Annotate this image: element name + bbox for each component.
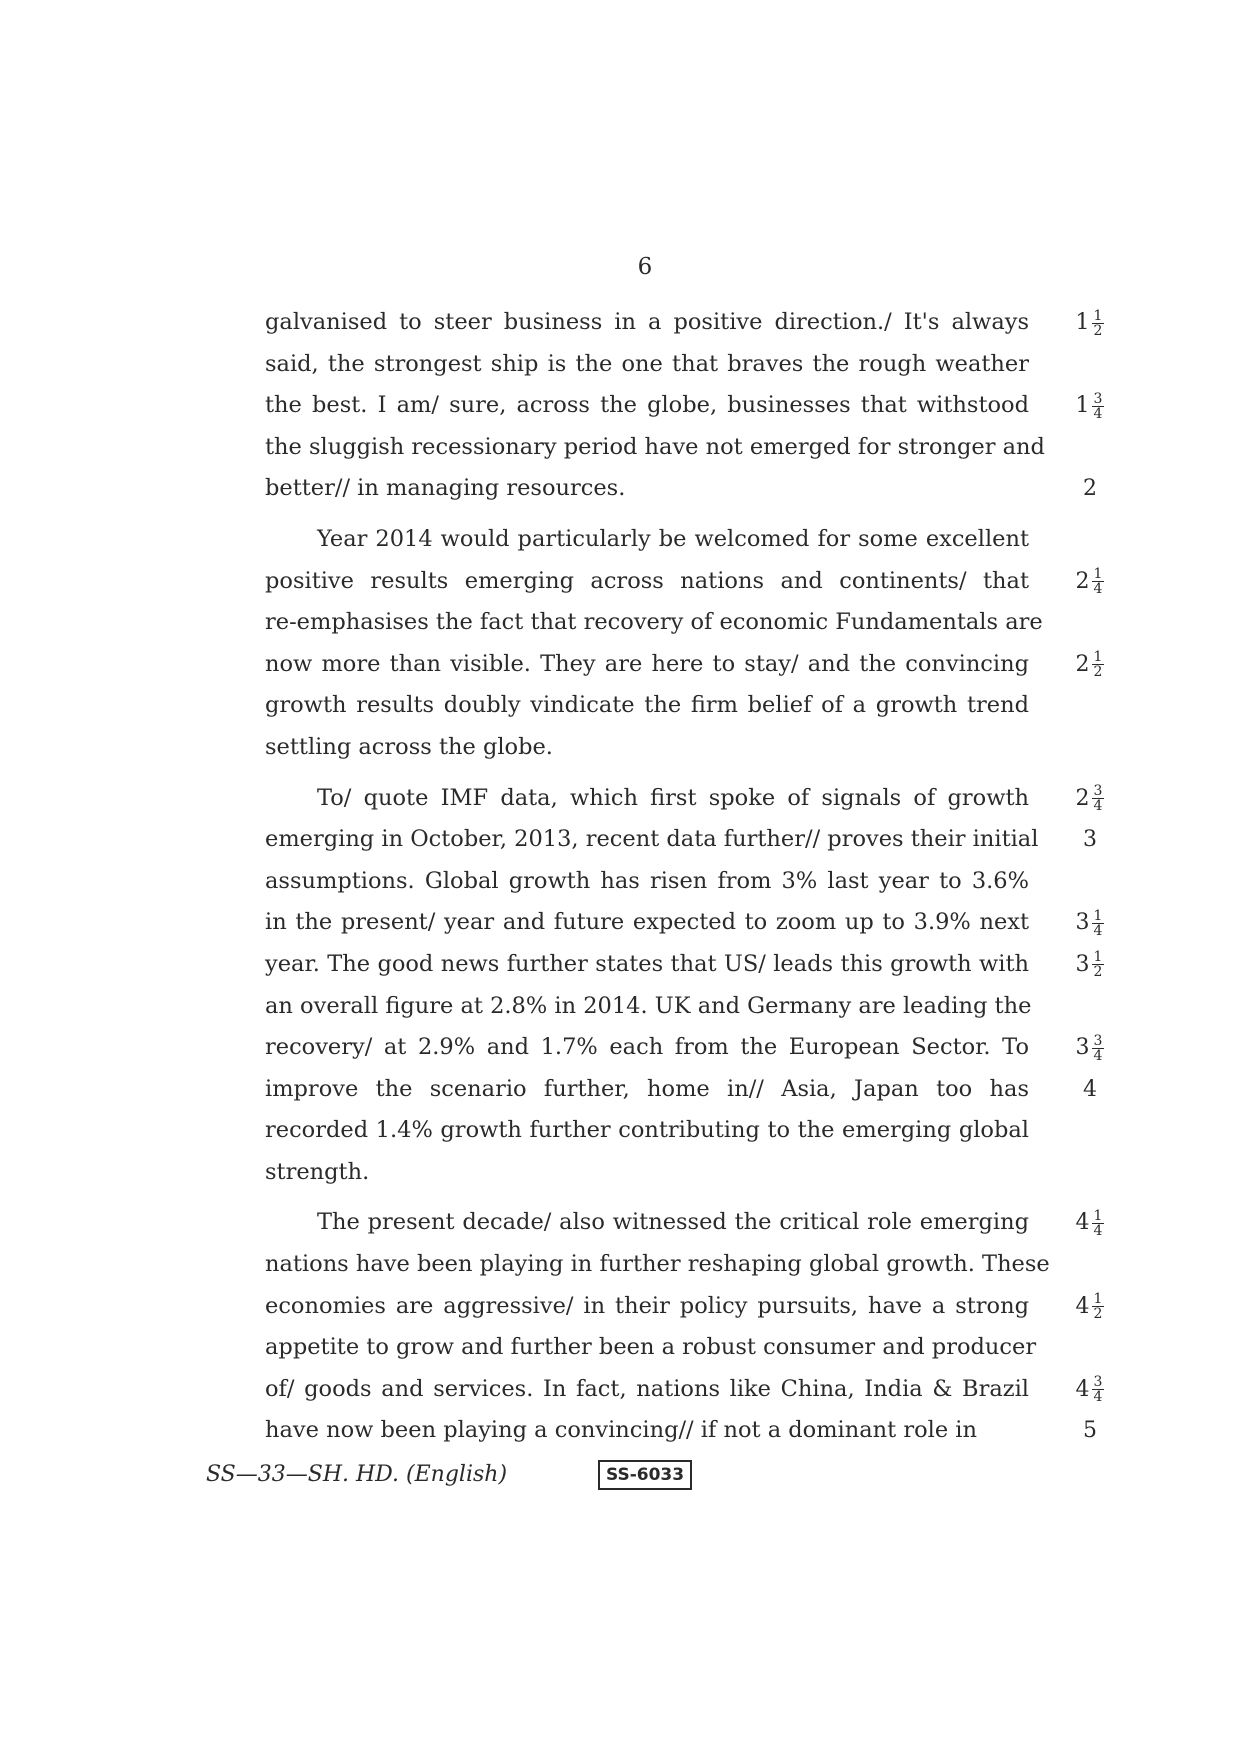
text-line	[0, 302, 1240, 344]
marker-whole: 4	[1075, 1376, 1090, 1402]
line-text: said, the strongest ship is the one that braves the rough weather	[265, 350, 1029, 377]
paragraph	[0, 1202, 1240, 1452]
line-text: The present decade/ also witnessed the critical role emerging	[317, 1209, 1029, 1236]
line-text: nations have been playing in further reshaping global growth. These	[265, 1251, 1050, 1278]
word-count-marker	[1045, 1286, 1135, 1328]
line-text: an overall figure at 2.8% in 2014. UK and Germany are leading the	[265, 992, 1032, 1019]
fraction-numerator: 3	[1093, 390, 1103, 407]
fraction-numerator: 3	[1093, 1374, 1103, 1391]
text-line	[0, 944, 1240, 986]
word-count-marker	[1045, 944, 1135, 986]
word-count-marker	[1045, 468, 1135, 510]
line-text: positive results emerging across nations and continents/ that	[265, 567, 1029, 594]
text-line	[0, 602, 1240, 644]
marker-whole: 2	[1075, 785, 1090, 811]
marker-whole: 2	[1083, 476, 1097, 502]
fraction-numerator: 3	[1093, 1032, 1103, 1049]
text-line	[0, 1110, 1240, 1152]
marker-whole: 1	[1075, 310, 1090, 335]
word-count-marker	[1045, 1027, 1135, 1069]
line-text: the sluggish recessionary period have not emerged for stronger and	[265, 433, 1045, 460]
footer-paper-code-box: SS-6033	[598, 1460, 692, 1490]
line-text: strength.	[265, 1158, 370, 1185]
fraction-numerator: 1	[1093, 566, 1103, 583]
body-text	[0, 302, 1240, 1461]
line-text: assumptions. Global growth has risen from 3% last year to 3.6%	[265, 867, 1029, 894]
marker-fraction	[1092, 950, 1105, 979]
line-text: emerging in October, 2013, recent data further// proves their initial	[265, 826, 1039, 853]
fraction-numerator: 1	[1093, 307, 1103, 324]
fraction-denominator: 4	[1093, 405, 1103, 422]
marker-whole: 1	[1075, 393, 1090, 419]
line-text: of/ goods and services. In fact, nations like China, India & Brazil	[265, 1375, 1029, 1402]
marker-whole: 2	[1075, 568, 1090, 594]
line-text: have now been playing a convincing// if not a dominant role in	[265, 1417, 977, 1444]
fraction-denominator: 4	[1093, 922, 1103, 939]
word-count-marker	[1045, 778, 1135, 820]
word-count-marker	[1045, 561, 1135, 603]
fraction-numerator: 1	[1093, 907, 1103, 924]
marker-whole: 4	[1075, 1210, 1090, 1236]
word-count-marker	[1045, 902, 1135, 944]
line-text: in the present/ year and future expected to zoom up to 3.9% next	[265, 909, 1029, 936]
marker-fraction	[1092, 784, 1105, 813]
text-line	[0, 1286, 1240, 1328]
fraction-denominator: 2	[1093, 964, 1103, 981]
line-text: Year 2014 would particularly be welcomed for some excellent	[317, 525, 1029, 552]
fraction-denominator: 4	[1093, 1389, 1103, 1406]
fraction-denominator: 4	[1093, 581, 1103, 598]
line-text: growth results doubly vindicate the firm belief of a growth trend	[265, 692, 1029, 719]
word-count-marker	[1045, 1069, 1135, 1111]
marker-whole: 3	[1075, 1035, 1090, 1061]
text-line	[0, 468, 1240, 510]
marker-whole: 3	[1075, 910, 1090, 936]
text-line	[0, 861, 1240, 903]
fraction-numerator: 1	[1093, 1291, 1103, 1308]
marker-fraction	[1092, 650, 1105, 679]
marker-fraction	[1092, 909, 1105, 938]
word-count-marker	[1045, 385, 1135, 427]
fraction-numerator: 1	[1093, 649, 1103, 666]
footer-exam-code: SS—33—SH. HD. (English)	[206, 1462, 508, 1487]
line-text: better// in managing resources.	[265, 475, 626, 502]
text-line	[0, 1069, 1240, 1111]
line-text: improve the scenario further, home in// Asia, Japan too has	[265, 1075, 1029, 1102]
text-line	[0, 778, 1240, 820]
fraction-numerator: 1	[1093, 949, 1103, 966]
fraction-denominator: 4	[1093, 1222, 1103, 1239]
fraction-denominator: 2	[1093, 1306, 1103, 1323]
text-line	[0, 344, 1240, 386]
paragraph	[0, 302, 1240, 510]
paragraph	[0, 778, 1240, 1194]
text-line	[0, 1327, 1240, 1369]
line-text: now more than visible. They are here to stay/ and the convincing	[265, 650, 1029, 677]
text-line	[0, 561, 1240, 603]
marker-whole: 4	[1075, 1293, 1090, 1319]
word-count-marker	[1045, 644, 1135, 686]
marker-whole: 3	[1075, 951, 1090, 977]
marker-whole: 3	[1083, 827, 1097, 853]
text-line	[0, 1027, 1240, 1069]
text-line	[0, 1152, 1240, 1194]
line-text: To/ quote IMF data, which first spoke of signals of growth	[317, 784, 1029, 811]
marker-fraction	[1092, 567, 1105, 596]
text-line	[0, 519, 1240, 561]
text-line	[0, 727, 1240, 769]
fraction-numerator: 3	[1093, 783, 1103, 800]
word-count-marker	[1045, 1369, 1135, 1411]
text-line	[0, 1244, 1240, 1286]
text-line	[0, 385, 1240, 427]
marker-fraction	[1092, 1375, 1105, 1404]
marker-fraction	[1092, 392, 1105, 421]
text-line	[0, 986, 1240, 1028]
fraction-denominator: 2	[1093, 322, 1103, 339]
word-count-marker	[1045, 819, 1135, 861]
line-text: recorded 1.4% growth further contributing to the emerging global	[265, 1117, 1029, 1144]
marker-fraction	[1092, 1034, 1105, 1063]
line-text: year. The good news further states that US/ leads this growth with	[265, 950, 1029, 977]
text-line	[0, 1202, 1240, 1244]
fraction-numerator: 1	[1093, 1207, 1103, 1224]
page-number: 6	[637, 254, 653, 280]
line-text: economies are aggressive/ in their policy pursuits, have a strong	[265, 1292, 1029, 1319]
text-line	[0, 644, 1240, 686]
marker-whole: 5	[1083, 1418, 1097, 1444]
word-count-marker	[1045, 1202, 1135, 1244]
line-text: recovery/ at 2.9% and 1.7% each from the European Sector. To	[265, 1034, 1029, 1061]
word-count-marker	[1045, 1410, 1135, 1452]
line-text: settling across the globe.	[265, 733, 553, 760]
line-text: the best. I am/ sure, across the globe, businesses that withstood	[265, 392, 1029, 419]
marker-whole: 2	[1075, 651, 1090, 677]
marker-whole: 4	[1083, 1076, 1097, 1102]
text-line	[0, 902, 1240, 944]
marker-fraction	[1092, 1209, 1105, 1238]
text-line	[0, 685, 1240, 727]
text-line	[0, 819, 1240, 861]
marker-fraction	[1092, 1292, 1105, 1321]
line-text: galvanised to steer business in a positive direction./ It's always	[265, 309, 1029, 335]
fraction-denominator: 4	[1093, 1047, 1103, 1064]
line-text: re-emphasises the fact that recovery of economic Fundamentals are	[265, 609, 1043, 636]
marker-fraction	[1092, 309, 1105, 338]
text-line	[0, 427, 1240, 469]
word-count-marker	[1045, 302, 1135, 344]
text-line	[0, 1410, 1240, 1452]
text-line	[0, 1369, 1240, 1411]
line-text: appetite to grow and further been a robust consumer and producer	[265, 1334, 1037, 1361]
paragraph	[0, 519, 1240, 769]
fraction-denominator: 2	[1093, 664, 1103, 681]
fraction-denominator: 4	[1093, 798, 1103, 815]
